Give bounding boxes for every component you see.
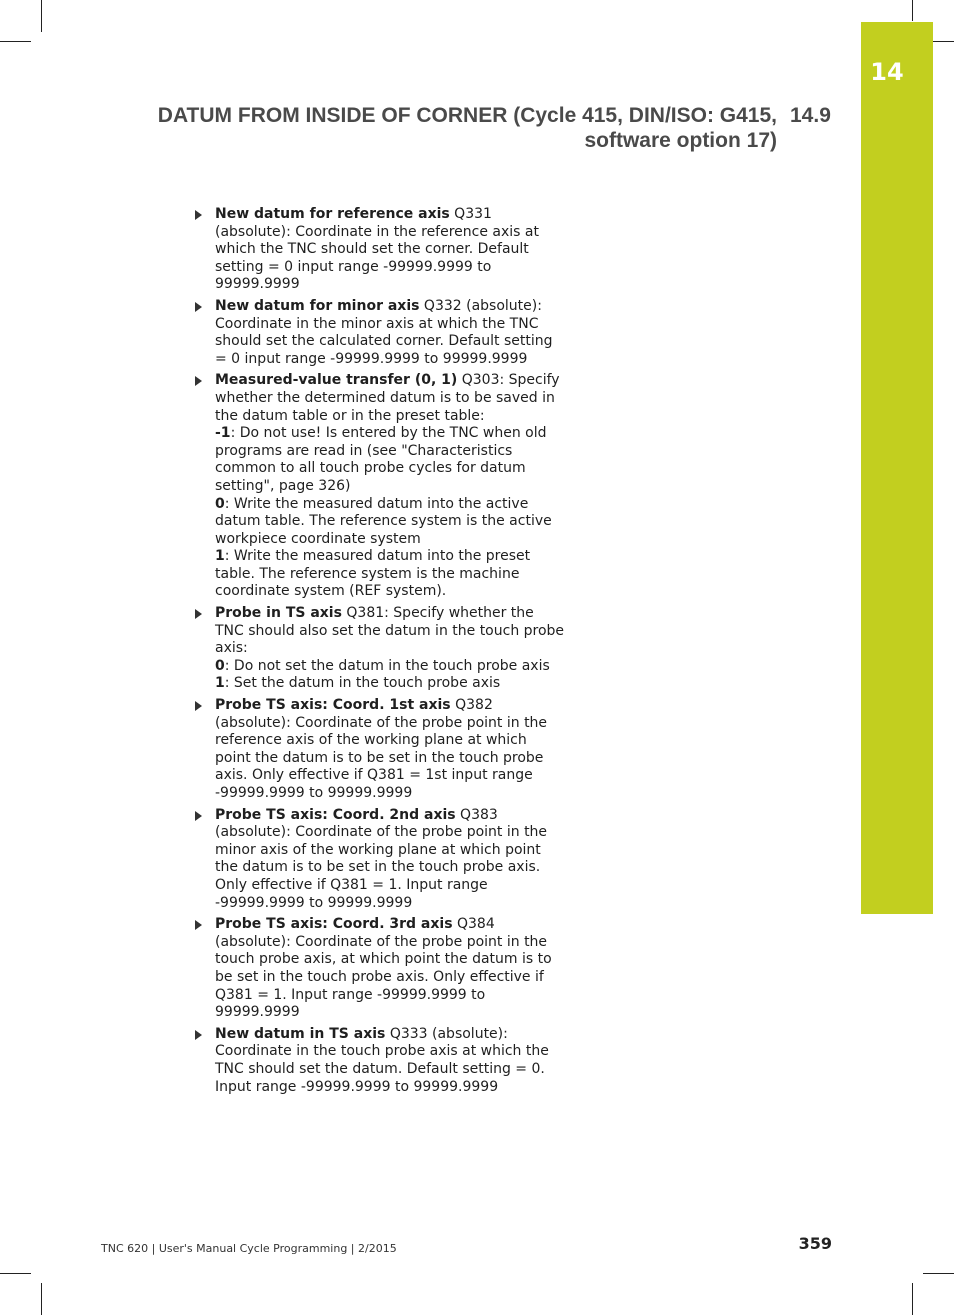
option-text: : Do not set the datum in the touch probe axis (224, 657, 550, 674)
parameter-name: New datum for minor axis (215, 297, 420, 314)
parameter-description (215, 697, 565, 803)
parameter-description (215, 372, 565, 425)
section-number: 14.9 (790, 104, 831, 127)
triangle-bullet-icon (195, 609, 202, 619)
list-item (193, 605, 565, 693)
triangle-bullet-icon (195, 302, 202, 312)
parameter-text: Q383 (absolute): Coordinate of the probe point in the minor axis of the working plane at which point the datum is to be set in the touch probe axis. Only effective if Q381 = 1. Input range -99999.9999 to 99999.9999 (215, 806, 548, 911)
triangle-bullet-icon (195, 1030, 202, 1040)
parameter-description (215, 916, 565, 1022)
header-title-line2: software option 17) (584, 129, 777, 152)
parameter-name: New datum in TS axis (215, 1025, 386, 1042)
crop-mark (912, 0, 913, 21)
option-key: 0 (215, 657, 225, 674)
parameter-list (193, 206, 565, 1100)
triangle-bullet-icon (195, 811, 202, 821)
option-key: 0 (215, 495, 225, 512)
parameter-text: Q384 (absolute): Coordinate of the probe point in the touch probe axis, at which point the datum is to be set in the touch probe axis. Only effective if Q381 = 1. Input range -99999.9999 to 99999.9999 (215, 916, 552, 1021)
option-line (215, 425, 565, 495)
chapter-tab (861, 22, 933, 914)
option-line (215, 548, 565, 601)
parameter-name: Probe TS axis: Coord. 3rd axis (215, 916, 453, 933)
triangle-bullet-icon (195, 376, 202, 386)
parameter-name: Probe TS axis: Coord. 1st axis (215, 697, 451, 714)
list-item (193, 206, 565, 294)
parameter-description (215, 807, 565, 913)
parameter-description (215, 605, 565, 658)
crop-mark (912, 1283, 913, 1315)
option-text: : Do not use! Is entered by the TNC when old programs are read in (see "Characteristics common to all touch probe cycles for datum setting", page 326) (215, 425, 547, 494)
crop-mark (0, 41, 31, 42)
parameter-text: Q381: Specify whether the TNC should also set the datum in the touch probe axis: (215, 605, 565, 657)
list-item (193, 298, 565, 368)
parameter-text: Q303: Specify whether the determined datum is to be saved in the datum table or in the preset table: (215, 372, 560, 424)
parameter-name: Probe in TS axis (215, 605, 342, 622)
parameter-name: Measured-value transfer (0, 1) (215, 372, 458, 389)
parameter-text: Q333 (absolute): Coordinate in the touch probe axis at which the TNC should set the datum. Default setting = 0. Input range -99999.9999 to 99999.9999 (215, 1025, 549, 1095)
option-key: -1 (215, 425, 231, 442)
triangle-bullet-icon (195, 701, 202, 711)
list-item (193, 807, 565, 913)
option-key: 1 (215, 548, 225, 565)
chapter-number: 14 (870, 58, 904, 86)
list-item (193, 697, 565, 803)
footer-text: TNC 620 | User's Manual Cycle Programming | 2/2015 (101, 1242, 397, 1255)
parameter-description (215, 206, 565, 294)
header-title-line1: DATUM FROM INSIDE OF CORNER (Cycle 415, DIN/ISO: G415, (157, 104, 777, 127)
option-line (215, 675, 565, 693)
option-text: : Write the measured datum into the preset table. The reference system is the machine coordinate system (REF system). (215, 548, 531, 600)
parameter-description (215, 298, 565, 368)
crop-mark (923, 1273, 954, 1274)
page-header-title (150, 103, 777, 153)
option-text: : Set the datum in the touch probe axis (224, 675, 501, 692)
crop-mark (41, 0, 42, 32)
option-line (215, 658, 565, 676)
parameter-text: Q382 (absolute): Coordinate of the probe point in the reference axis of the working plane at which point the datum is to be set in the touch probe axis. Only effective if Q381 = 1st input range -99999.9999 to 99999.9999 (215, 697, 548, 801)
parameter-description (215, 1026, 565, 1096)
list-item (193, 372, 565, 601)
list-item (193, 916, 565, 1022)
page-number: 359 (798, 1234, 832, 1253)
option-line (215, 496, 565, 549)
parameter-name: New datum for reference axis (215, 206, 450, 222)
option-key: 1 (215, 675, 225, 692)
triangle-bullet-icon (195, 210, 202, 220)
triangle-bullet-icon (195, 920, 202, 930)
list-item (193, 1026, 565, 1096)
crop-mark (41, 1283, 42, 1315)
parameter-text: Q332 (absolute): Coordinate in the minor axis at which the TNC should set the calculated corner. Default setting = 0 input range -99999.9999 to 99999.9999 (215, 297, 553, 367)
crop-mark (0, 1273, 31, 1274)
parameter-text: Q331 (absolute): Coordinate in the reference axis at which the TNC should set the corner. Default setting = 0 input range -99999.9999 to 99999.9999 (215, 206, 539, 293)
option-text: : Write the measured datum into the active datum table. The reference system is the active workpiece coordinate system (215, 495, 552, 547)
parameter-name: Probe TS axis: Coord. 2nd axis (215, 806, 456, 823)
